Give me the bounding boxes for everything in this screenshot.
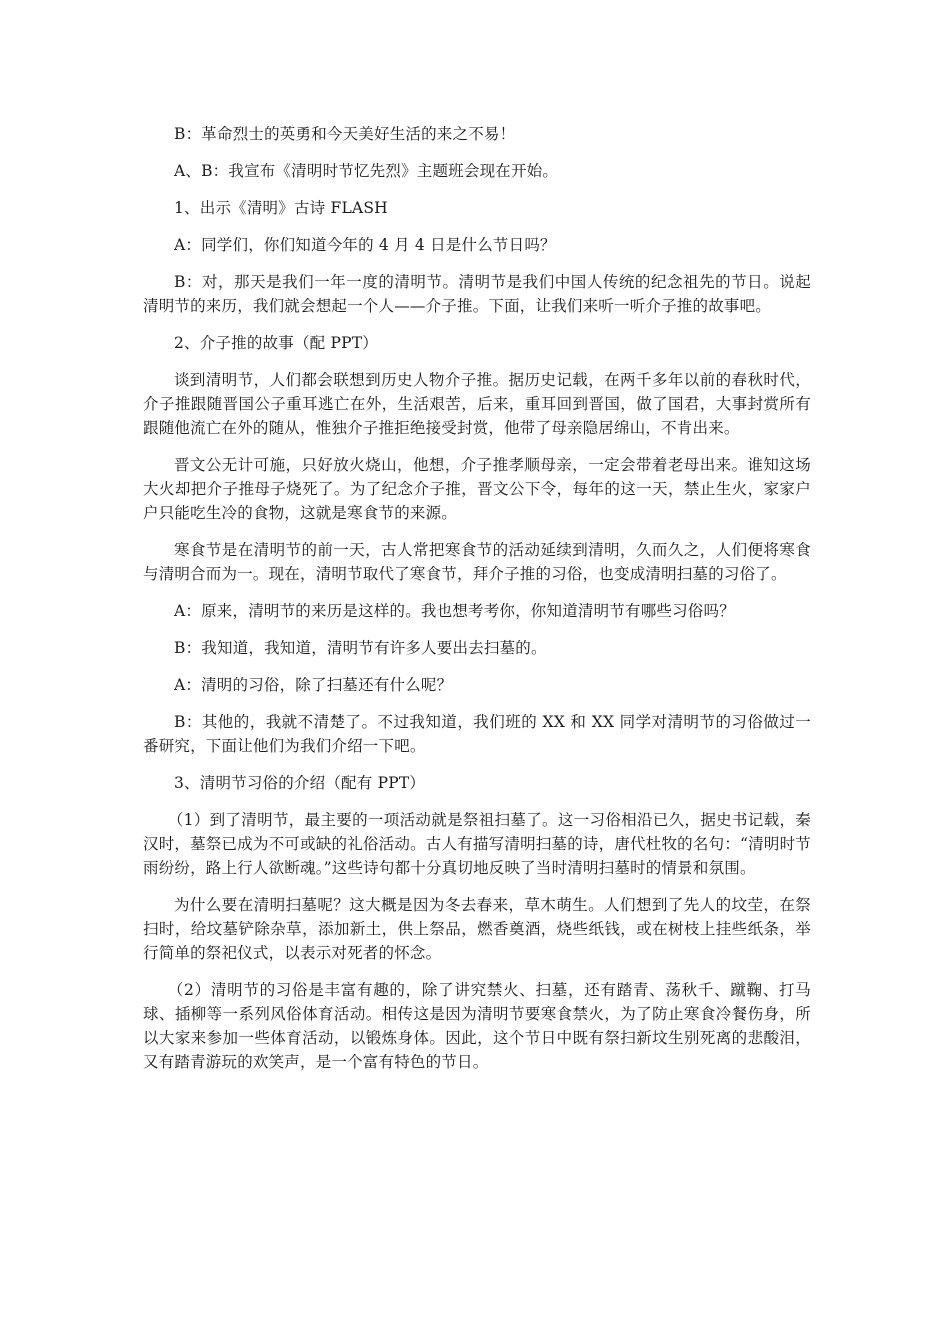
body-paragraph: 为什么要在清明扫墓呢？这大概是因为冬去春来，草木萌生。人们想到了先人的坟茔，在祭扫时，给坟墓铲除杂草，添加新土，供上祭品，燃香奠酒，烧些纸钱，或在树枝上挂些纸条，举行简单的祭祀仪式，以表示对死者的怀念。	[143, 896, 811, 962]
dialogue-line: B：革命烈士的英勇和今天美好生活的来之不易！	[174, 125, 516, 143]
body-paragraph: （2）清明节的习俗是丰富有趣的，除了讲究禁火、扫墓，还有踏青、荡秋千、蹴鞠、打马球、插柳等一系列风俗体育活动。相传这是因为清明节要寒食禁火，为了防止寒食冷餐伤身，所以大家来参加一些体育活动，以锻炼身体。因此，这个节日中既有祭扫新坟生别死离的悲酸泪，又有踏青游玩的欢笑声，是一个富有特色的节日。	[143, 981, 811, 1071]
dialogue-line: A、B：我宣布《清明时节忆先烈》主题班会现在开始。	[174, 162, 559, 180]
dialogue-line: A：同学们，你们知道今年的 4 月 4 日是什么节日吗？	[174, 236, 556, 254]
body-paragraph: 寒食节是在清明节的前一天，古人常把寒食节的活动延续到清明，久而久之，人们便将寒食与清明合而为一。现在，清明节取代了寒食节，拜介子推的习俗，也变成清明扫墓的习俗了。	[143, 541, 811, 583]
section-heading: 1、出示《清明》古诗 FLASH	[174, 199, 388, 217]
body-paragraph: 晋文公无计可施，只好放火烧山，他想，介子推孝顺母亲，一定会带着老母出来。谁知这场大火却把介子推母子烧死了。为了纪念介子推，晋文公下令，每年的这一天，禁止生火，家家户户只能吃生冷的食物，这就是寒食节的来源。	[143, 456, 811, 522]
section-heading: 3、清明节习俗的介绍（配有 PPT）	[174, 774, 426, 792]
dialogue-line: A：原来，清明节的来历是这样的。我也想考考你，你知道清明节有哪些习俗吗？	[174, 602, 735, 620]
dialogue-line: B：对，那天是我们一年一度的清明节。清明节是我们中国人传统的纪念祖先的节日。说起清明节的来历，我们就会想起一个人——介子推。下面，让我们来听一听介子推的故事吧。	[143, 273, 811, 315]
section-heading: 2、介子推的故事（配 PPT）	[174, 334, 378, 352]
dialogue-line: A：清明的习俗，除了扫墓还有什么呢？	[174, 676, 453, 694]
body-paragraph: 谈到清明节，人们都会联想到历史人物介子推。据历史记载，在两千多年以前的春秋时代，介子推跟随晋国公子重耳逃亡在外，生活艰苦，后来，重耳回到晋国，做了国君，大事封赏所有跟随他流亡在外的随从，惟独介子推拒绝接受封赏，他带了母亲隐居绵山，不肯出来。	[143, 371, 811, 437]
dialogue-line: B：我知道，我知道，清明节有许多人要出去扫墓的。	[174, 639, 547, 657]
body-paragraph: （1）到了清明节，最主要的一项活动就是祭祖扫墓了。这一习俗相沿已久，据史书记载，秦汉时，墓祭已成为不可或缺的礼俗活动。古人有描写清明扫墓的诗，唐代杜牧的名句：“清明时节雨纷纷，路上行人欲断魂。”这些诗句都十分真切地反映了当时清明扫墓时的情景和氛围。	[143, 811, 811, 877]
document-body	[143, 122, 811, 1087]
dialogue-line: B：其他的，我就不清楚了。不过我知道，我们班的 XX 和 XX 同学对清明节的习俗做过一番研究，下面让他们为我们介绍一下吧。	[143, 713, 811, 755]
